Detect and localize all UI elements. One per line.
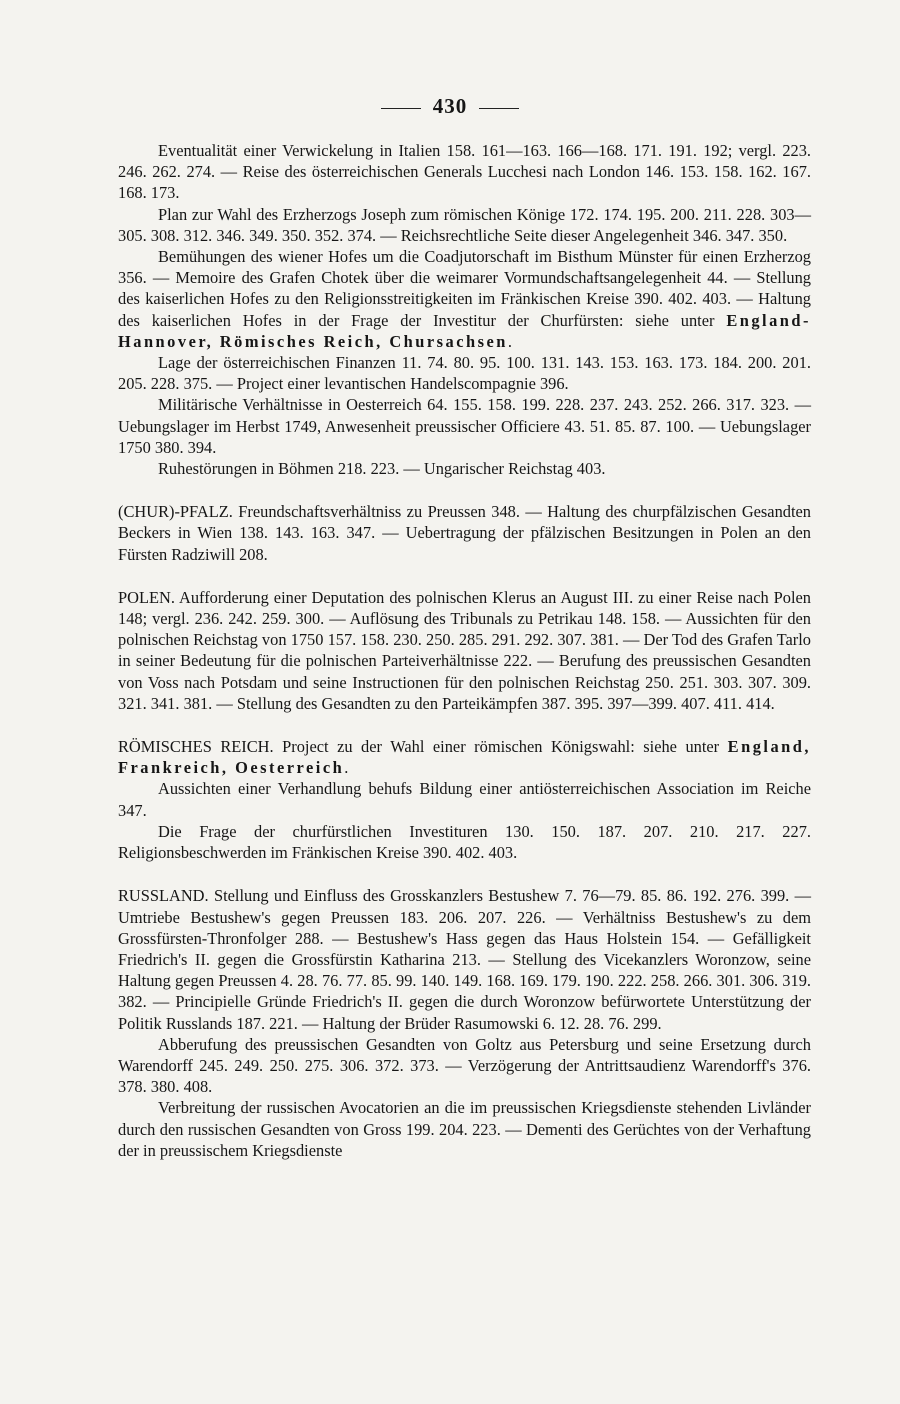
header-rule-left [381,108,421,109]
index-paragraph [118,204,811,246]
entry-text: Stellung und Einfluss des Grosskanzlers Bestushew 7. 76—79. 85. 86. 192. 276. 399. — Umtriebe Bestushew's gegen Preussen 183. 206. 207. 226. — Verhältniss Bestushew's zu dem Grossfürsten-Thronfolger 288. — Bestushew's Hass gegen das Haus Holstein 154. — Gefälligkeit Friedrich's II. gegen die Grossfürstin Katharina 213. — Stellung des Vicekanzlers Woronzow, seine Haltung gegen Preussen 4. 28. 76. 77. 85. 99. 140. 149. 168. 169. 179. 190. 222. 258. 266. 301. 306. 319. 382. — Principielle Gründe Friedrich's II. gegen die durch Woronzow befürwortete Unterstützung der Politik Russlands 187. 221. — Haltung der Brüder Rasumowski 6. 12. 28. 76. 299. [118,886,811,1033]
page-header [0,94,900,119]
entry-text: Abberufung des preussischen Gesandten von Goltz aus Petersburg und seine Ersetzung durch Warendorff 245. 249. 250. 275. 306. 372. 373. — Verzögerung der Antrittsaudienz Warendorff's 376. 378. 380. 408. [118,1034,811,1097]
entry-text: Freundschaftsverhältniss zu Preussen 348. — Haltung des churpfälzischen Gesandten Beckers in Wien 138. 143. 163. 347. — Uebertragung der pfälzischen Besitzungen in Polen an den Fürsten Radziwill 208. [118,502,811,564]
index-paragraph [118,394,811,458]
entry-text: . [344,758,349,778]
page-number: 430 [432,94,468,118]
entry-text: Militärische Verhältnisse in Oesterreich 64. 155. 158. 199. 228. 237. 243. 252. 266. 317. 323. — Uebungslager im Herbst 1749, Anwesenheit preussischer Officiere 43. 51. 85. 87. 100. — Uebungslager 1750 380. 394. [118,395,811,457]
entry-text: Die Frage der churfürstlichen Investituren 130. 150. 187. 207. 210. 217. 227. Religionsbeschwerden im Fränkischen Kreise 390. 402. 403. [118,821,811,863]
entry-text: Ruhestörungen in Böhmen 218. 223. — Ungarischer Reichstag 403. [158,459,606,479]
header-rule-right [479,108,519,109]
index-text-body [118,140,811,1161]
index-paragraph [118,140,811,204]
entry-text: . [507,331,513,351]
entry-heading: (CHUR)-PFALZ. [118,502,233,522]
entry-text: Plan zur Wahl des Erzherzogs Joseph zum römischen Könige 172. 174. 195. 200. 211. 228. 303—305. 308. 312. 346. 349. 350. 352. 374. — Reichsrechtliche Seite dieser Angelegenheit 346. 347. 350. [118,204,811,245]
entry-text: Eventualität einer Verwickelung in Italien 158. 161—163. 166—168. 171. 191. 192; vergl. 223. 246. 262. 274. — Reise des österreichischen Generals Lucchesi nach London 146. 153. 158. 162. 167. 168. 173. [118,141,811,203]
entry-heading: RÖMISCHES REICH. [118,737,274,757]
index-entry-heading-paragraph [118,736,811,778]
index-paragraph [118,778,811,820]
index-entry-heading-paragraph [118,885,811,1033]
entry-text: Bemühungen des wiener Hofes um die Coadjutorschaft im Bisthum Münster für einen Erzherzog 356. — Memoire des Grafen Chotek über die weimarer Vormundschaftsangelegenheit 44. — Stellung des kaiserlichen Hofes zu den Religionsstreitigkeiten im Fränkischen Kreise 390. 402. 403. — Haltung des kaiserlichen Hofes in der Frage der Investitur der Churfürsten: siehe unter [118,247,811,330]
index-entry-heading-paragraph [118,501,811,565]
index-paragraph [118,352,811,394]
cross-reference: England-Hannover, Römisches Reich, Chursachsen [118,310,811,351]
entry-heading: RUSSLAND. [118,886,209,906]
index-paragraph [118,458,811,479]
index-paragraph [118,246,811,352]
index-paragraph [118,821,811,863]
entry-text: Aufforderung einer Deputation des polnischen Klerus an August III. zu einer Reise nach Polen 148; vergl. 236. 242. 259. 300. — Auflösung des Tribunals zu Petrikau 148. 158. — Aussichten für den polnischen Reichstag von 1750 157. 158. 230. 250. 285. 291. 292. 307. 381. — Der Tod des Grafen Tarlo in seiner Bedeutung für die polnischen Parteiverhältnisse 222. — Berufung des preussischen Gesandten von Voss nach Potsdam und seine Instructionen für den polnischen Reichstag 250. 251. 303. 307. 309. 321. 341. 381. — Stellung des Gesandten zu den Parteikämpfen 387. 395. 397—399. 407. 411. 414. [118,587,811,713]
cross-reference: England, Frankreich, Oesterreich [118,737,811,778]
index-entry-heading-paragraph [118,587,811,714]
index-paragraph [118,1034,811,1098]
entry-text: Project zu der Wahl einer römischen Königswahl: siehe unter [273,737,728,757]
entry-heading: POLEN. [118,587,175,607]
index-paragraph [118,1097,811,1161]
entry-text: Lage der österreichischen Finanzen 11. 74. 80. 95. 100. 131. 143. 153. 163. 173. 184. 200. 201. 205. 228. 375. — Project einer levantischen Handelscompagnie 396. [118,353,811,394]
entry-text: Aussichten einer Verhandlung behufs Bildung einer antiösterreichischen Association im Reiche 347. [118,779,811,820]
entry-text: Verbreitung der russischen Avocatorien an die im preussischen Kriegsdienste stehenden Livländer durch den russischen Gesandten von Gross 199. 204. 223. — Dementi des Gerüchtes von der Verhaftung der in preussischem Kriegsdienste [118,1098,811,1160]
